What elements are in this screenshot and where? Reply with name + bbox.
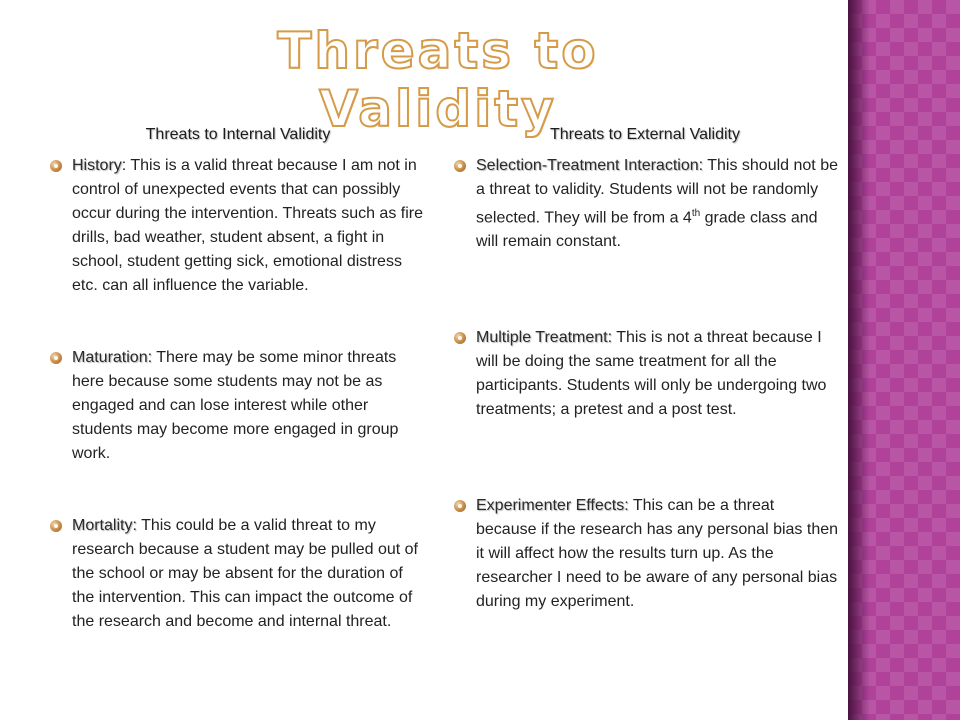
external-validity-heading: Threats to External Validity — [549, 126, 740, 143]
bullet-term: History — [72, 157, 122, 174]
bullet-item-multiple-treatment — [452, 326, 838, 422]
external-validity-column — [452, 126, 838, 614]
internal-validity-heading: Threats to Internal Validity — [145, 126, 331, 143]
bullet-text: This is not a threat because I will be doing the same treatment for all the participants. Students will only be undergoing two treatments; a pretest and a post test. — [476, 329, 827, 419]
bullet-term: Maturation: — [72, 349, 153, 366]
bullet-icon — [50, 160, 62, 172]
bullet-term: Selection-Treatment Interaction: — [476, 157, 704, 174]
bullet-term: Mortality: — [72, 517, 137, 534]
internal-validity-column — [48, 126, 428, 634]
bullet-item-mortality — [48, 514, 428, 634]
bullet-text-continued: grade class and will remain constant. — [476, 209, 818, 251]
bullet-icon — [50, 352, 62, 364]
bullet-text: : This is a valid threat because I am not in control of unexpected events that can possibly occur during the intervention. Threats such as fire drills, bad weather, student absent, a fight in school, student getting sick, emotional distress etc. can all influence the variable. — [72, 157, 423, 294]
slide-title: Threats to Validity — [277, 22, 599, 138]
bullet-icon — [454, 500, 466, 512]
bullet-icon — [454, 160, 466, 172]
bullet-text: This should not be a threat to validity. Students will not be randomly selected. They will be from a 4 — [476, 157, 838, 227]
bullet-item-maturation — [48, 346, 428, 466]
bullet-term: Experimenter Effects: — [476, 497, 629, 515]
bullet-icon — [50, 520, 62, 532]
bullet-item-history — [48, 154, 428, 298]
bullet-icon — [454, 332, 466, 344]
bullet-term: Multiple Treatment: — [476, 329, 613, 347]
bullet-text: There may be some minor threats here because some students may not be as engaged and can lose interest while other students may become more engaged in group work. — [72, 349, 399, 462]
bullet-text: This can be a threat because if the research has any personal bias then it will affect how the results turn up. As the researcher I need to be aware of any personal bias during my experiment. — [476, 497, 839, 611]
superscript-th: th — [691, 208, 701, 219]
bullet-text: This could be a valid threat to my research because a student may be pulled out of the school or may be absent for the duration of the intervention. This can impact the outcome of the research and become and internal threat. — [72, 517, 418, 630]
bullet-item-selection-treatment — [452, 154, 838, 254]
bullet-item-experimenter-effects — [452, 494, 838, 614]
side-band-shadow — [848, 0, 870, 720]
